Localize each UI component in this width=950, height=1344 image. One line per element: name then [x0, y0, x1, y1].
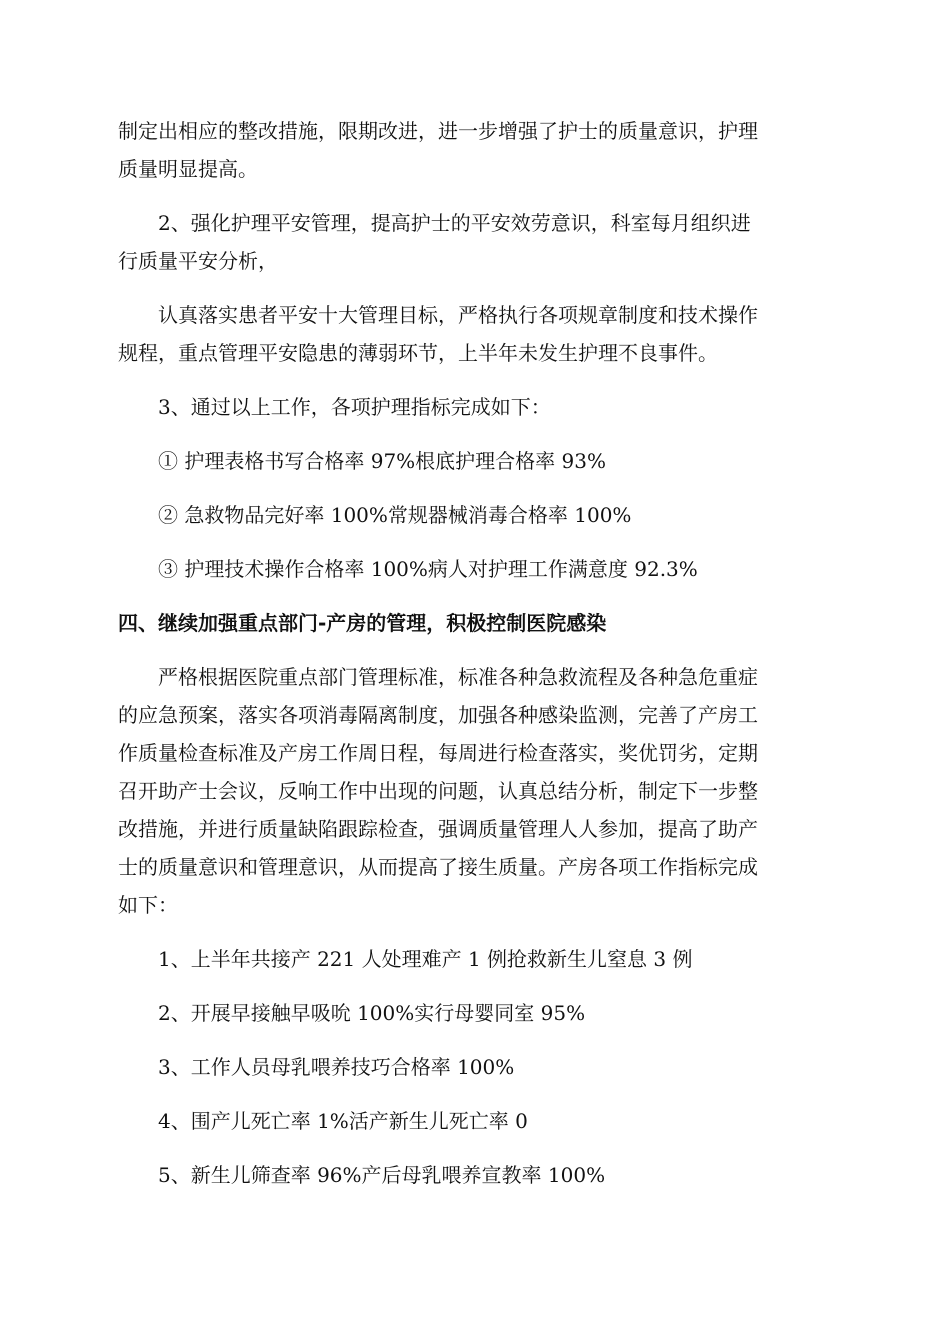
- paragraph-delivery-room: [118, 658, 836, 924]
- text-line: 如下：: [118, 893, 178, 917]
- text-line: ③ 护理技术操作合格率 100%病人对护理工作满意度 92.3%: [158, 557, 698, 581]
- indicator-item-2: [118, 496, 836, 534]
- list-item: [118, 1156, 836, 1194]
- indicator-item-1: [118, 442, 836, 480]
- text-line: 2、开展早接触早吸吮 100%实行母婴同室 95%: [158, 1001, 586, 1025]
- text-line: 制定出相应的整改措施，限期改进，进一步增强了护士的质量意识，护理: [118, 119, 758, 143]
- list-item: [118, 940, 836, 978]
- text-line: 改措施，并进行质量缺陷跟踪检查，强调质量管理人人参加，提高了助产: [118, 817, 758, 841]
- paragraph-safety-management: [118, 204, 836, 280]
- text-line: 作质量检查标准及产房工作周日程，每周进行检查落实，奖优罚劣，定期: [118, 741, 758, 765]
- text-line: 严格根据医院重点部门管理标准，标准各种急救流程及各种急危重症: [158, 665, 758, 689]
- text-line: 2、强化护理平安管理，提高护士的平安效劳意识，科室每月组织进: [158, 211, 751, 235]
- list-item: [118, 994, 836, 1032]
- text-line: 规程，重点管理平安隐患的薄弱环节，上半年未发生护理不良事件。: [118, 341, 718, 365]
- text-line: 1、上半年共接产 221 人处理难产 1 例抢救新生儿窒息 3 例: [158, 947, 693, 971]
- text-line: 质量明显提高。: [118, 157, 258, 181]
- text-line: 召开助产士会议，反响工作中出现的问题，认真总结分析，制定下一步整: [118, 779, 758, 803]
- text-line: 的应急预案，落实各项消毒隔离制度，加强各种感染监测，完善了产房工: [118, 703, 758, 727]
- text-line: 4、围产儿死亡率 1%活产新生儿死亡率 0: [158, 1109, 528, 1133]
- text-line: 5、新生儿筛查率 96%产后母乳喂养宣教率 100%: [158, 1163, 606, 1187]
- text-line: ① 护理表格书写合格率 97%根底护理合格率 93%: [158, 449, 606, 473]
- list-item: [118, 1048, 836, 1086]
- text-line: 认真落实患者平安十大管理目标，严格执行各项规章制度和技术操作: [158, 303, 758, 327]
- paragraph-indicators-intro: [118, 388, 836, 426]
- text-line: 士的质量意识和管理意识，从而提高了接生质量。产房各项工作指标完成: [118, 855, 758, 879]
- text-line: 3、工作人员母乳喂养技巧合格率 100%: [158, 1055, 515, 1079]
- paragraph-quality-measures: [118, 112, 836, 188]
- text-line: 行质量平安分析，: [118, 249, 278, 273]
- text-line: ② 急救物品完好率 100%常规器械消毒合格率 100%: [158, 503, 632, 527]
- indicator-item-3: [118, 550, 836, 588]
- document-page: [118, 112, 836, 1210]
- text-line: 3、通过以上工作，各项护理指标完成如下：: [158, 395, 551, 419]
- list-item: [118, 1102, 836, 1140]
- paragraph-safety-goals: [118, 296, 836, 372]
- section-heading: 四、继续加强重点部门-产房的管理，积极控制医院感染: [118, 611, 607, 635]
